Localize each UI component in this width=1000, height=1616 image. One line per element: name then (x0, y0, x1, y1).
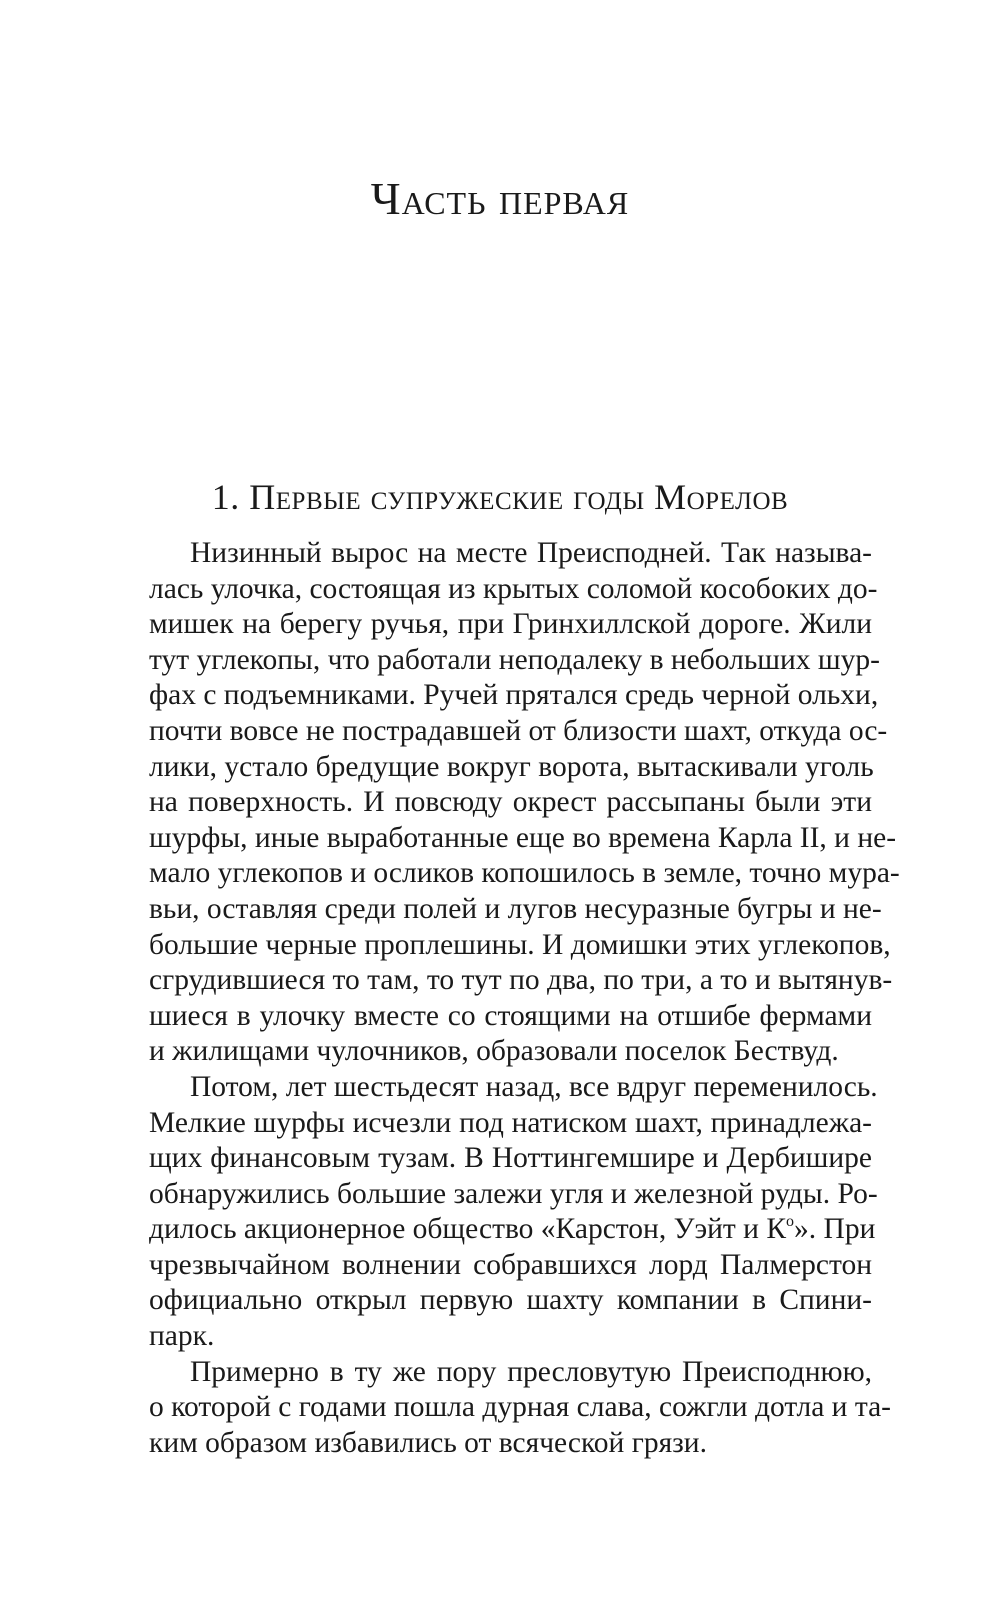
text-line: чрезвычайном волнении собравшихся лорд Палмерстон (149, 1248, 872, 1281)
text-line: ким образом избавились от всяческой грязи. (149, 1426, 707, 1459)
text-line: о которой с годами пошла дурная слава, сожгли дотла и та- (149, 1391, 891, 1424)
text-line: шиеся в улочку вместе со стоящими на отшибе фермами (149, 999, 872, 1032)
paragraph (108, 536, 900, 1070)
text-line: вьи, оставляя среди полей и лугов несуразные бугры и не- (149, 892, 882, 925)
text-line: Потом, лет шестьдесят назад, все вдруг переменилось. (190, 1070, 878, 1103)
text-line: шурфы, иные выработанные еще во времена Карла II, и не- (149, 821, 897, 854)
text-line: почти вовсе не пострадавшей от близости шахт, откуда ос- (149, 714, 888, 747)
text-line: мало углекопов и осликов копошилось в земле, точно мура- (149, 857, 900, 890)
text-line: фах с подъемниками. Ручей прятался средь черной ольхи, (149, 679, 879, 712)
text-line: щих финансовым тузам. В Ноттингемшире и Дербишире (149, 1142, 872, 1175)
superscript-o: о (786, 1213, 795, 1231)
text-line: на поверхность. И повсюду окрест рассыпаны были эти (149, 786, 872, 819)
part-title: Часть первая (370, 173, 630, 224)
text-line-end: ». При (794, 1213, 876, 1246)
text-line: сгрудившиеся то там, то тут по два, по три, а то и вытянув- (149, 964, 893, 997)
chapter-title: 1. Первые супружеские годы Морелов (211, 477, 789, 517)
text-line: Мелкие шурфы исчезли под натиском шахт, принадлежа- (149, 1106, 872, 1139)
text-line: официально открыл первую шахту компании в Спини- (149, 1284, 872, 1317)
text-line: обнаружились большие залежи угля и железной руды. Ро- (149, 1177, 878, 1210)
text-line: лась улочка, состоящая из крытых соломой кособоких до- (149, 572, 878, 605)
text-line: и жилищами чулочников, образовали поселок Бествуд. (149, 1035, 839, 1068)
text-line: Низинный вырос на месте Преисподней. Так называ- (190, 537, 872, 569)
text-line-start: дилось акционерное общество «Карстон, Уэйт и К (149, 1213, 787, 1246)
body-text (108, 536, 900, 1461)
text-line: лики, устало бредущие вокруг ворота, вытаскивали уголь (149, 750, 874, 783)
text-line: парк. (149, 1320, 215, 1353)
paragraph (108, 1355, 891, 1462)
text-line: мишек на берегу ручья, при Гринхиллской дороге. Жили (149, 608, 872, 641)
text-line: Примерно в ту же пору пресловутую Преисподнюю, (190, 1355, 872, 1388)
text-line (108, 1212, 876, 1248)
paragraph (108, 1070, 878, 1355)
text-line: тут углекопы, что работали неподалеку в небольших шур- (149, 643, 880, 676)
text-line: большие черные проплешины. И домишки этих углекопов, (149, 928, 891, 961)
